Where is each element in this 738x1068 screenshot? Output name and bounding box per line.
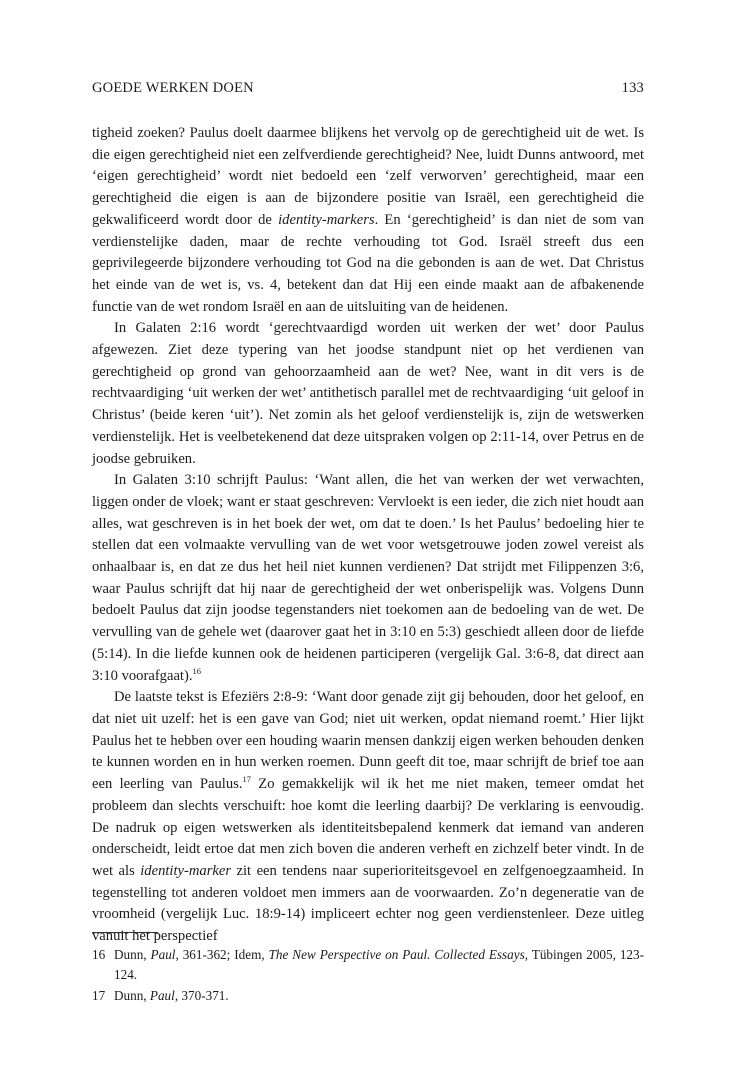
paragraph-4 [92, 687, 644, 947]
paragraph-1 [92, 123, 644, 318]
text-run: , 361-362; Idem, [175, 947, 269, 962]
text-run: Zo gemakkelijk wil ik het me niet maken, temeer omdat het probleem dan slechts verschuift: hoe komt die leerling daarbij? De verklaring is eenvoudig. De nadruk op eigen wetswerken als identiteitsbepalend kenmerk dat iemand van anderen onderscheidt, leidt ertoe dat men zich boven die anderen verheft en zichzelf beter vindt. In de wet als [92, 776, 644, 879]
text-run: In Galaten 3:10 schrijft Paulus: ‘Want allen, die het van werken der wet verwachten, liggen onder de vloek; want er staat geschreven: Vervloekt is een ieder, die zich niet houdt aan alles, wat geschreven is in het boek der wet, om dat te doen.’ Is het Paulus’ bedoeling hier te stellen dat een volmaakte vervulling van de wet voor wetsgetrouwe joden zowel vereist als onhaalbaar is, en dat ze dus het heil niet kunnen verdienen? Dat strijdt met Filippenzen 3:6, waar Paulus schrijft dat hij naar de gerechtigheid der wet onberispelijk was. Volgens Dunn bedoelt Paulus dat zijn joodse tegenstanders niet toekomen aan de bedoeling van de wet. De vervulling van de gehele wet (daarover gaat het in 3:10 en 5:3) geschiedt alleen door de liefde (5:14). In die liefde kunnen ook de heidenen participeren (vergelijk Gal. 3:6-8, dat direct aan 3:10 voorafgaat). [92, 472, 644, 684]
paragraph-3 [92, 470, 644, 687]
italic-term: identity-marker [140, 862, 232, 879]
text-run: Dunn, [114, 947, 151, 962]
text-run: 370-371. [178, 988, 229, 1003]
footnotes [92, 945, 644, 1008]
text-run: tigheid zoeken? Paulus doelt daarmee blijkens het vervolg op de gerechtigheid uit de wet. Is die eigen gerechtigheid niet een zelfverdiende gerechtigheid? Nee, luidt Dunns antwoord, met ‘eigen gerechtigheid’ wordt niet bedoeld een ‘zelf verworven’ gerechtigheid, maar een gerechtigheid die eigen is aan de bijzondere positie van Israël, een gerechtigheid die gekwalificeerd wordt door de [92, 125, 644, 228]
footnote-16 [92, 945, 644, 984]
footnote-ref-16[interactable]: 16 [192, 665, 201, 676]
paragraph-2 [92, 318, 644, 470]
italic-title: The New Perspective on Paul. Collected Essays [268, 947, 525, 962]
footnote-divider [92, 932, 158, 933]
italic-title: Paul [150, 947, 176, 962]
body-text [92, 123, 644, 948]
text-run: Dunn, [114, 988, 150, 1003]
footnote-text [114, 986, 644, 1006]
italic-term: identity-markers [278, 211, 375, 228]
text-run: De laatste tekst is Efeziërs 2:8-9: ‘Want door genade zijt gij behouden, door het geloof, en dat niet uit uzelf: het is een gave van God; niet uit werken, opdat niemand roemt.’ Hier lijkt Paulus het te hebben over een houding waarin mensen dankzij eigen werken behouden denken te kunnen worden en in hun werken roemen. Dunn geeft dit toe, maar schrijft de brief toe aan een leerling van Paulus. [92, 689, 644, 793]
text-run: zit een tendens naar superioriteitsgevoel en zelfgenoegzaamheid. In tegenstelling tot anderen voldoet men immers aan de voorwaarden. Zo’n degeneratie van de vroomheid (vergelijk Luc. 18:9-14) impliceert echter nog geen verdienstenleer. Deze uitleg vanuit het perspectief [92, 862, 644, 945]
footnote-17 [92, 986, 644, 1006]
footnote-ref-17[interactable]: 17 [242, 774, 251, 785]
running-header [92, 80, 644, 100]
page-number: 133 [621, 80, 644, 96]
footnote-number: 16 [92, 947, 106, 962]
text-run: . En ‘gerechtigheid’ is dan niet de som van verdienstelijke daden, maar de rechte verhouding tot God. Israël streeft dus een geprivilegeerde bijzondere verhouding tot God na die gebonden is aan de wet. Dat Christus het einde van de wet is, vs. 4, betekent dan dat Hij een einde maakt aan de afbakenende functie van de wet rondom Israël en aan de uitsluiting van de heidenen. [92, 211, 644, 315]
running-title: GOEDE WERKEN DOEN [92, 80, 254, 96]
footnote-number: 17 [92, 988, 106, 1003]
text-run: In Galaten 2:16 wordt ‘gerechtvaardigd worden uit werken der wet’ door Paulus afgewezen. Ziet deze typering van het joodse standpunt niet op het verdienen van gerechtigheid op grond van gehoorzaamheid aan de wet? Nee, want in dit vers is de rechtvaardiging ‘uit werken der wet’ antithetisch parallel met de rechtvaardiging ‘uit geloof in Christus’ (beide keren ‘uit’). Net zomin als het geloof verdienstelijk is, zijn de wetswerken verdienstelijk. Het is veelbetekenend dat deze uitspraken volgen op 2:11-14, over Petrus en de joodse gebruiken. [92, 320, 644, 467]
text-run: , Tübingen 2005, 123-124. [114, 947, 645, 982]
footnote-text [114, 945, 644, 984]
italic-title: Paul, [149, 988, 179, 1003]
